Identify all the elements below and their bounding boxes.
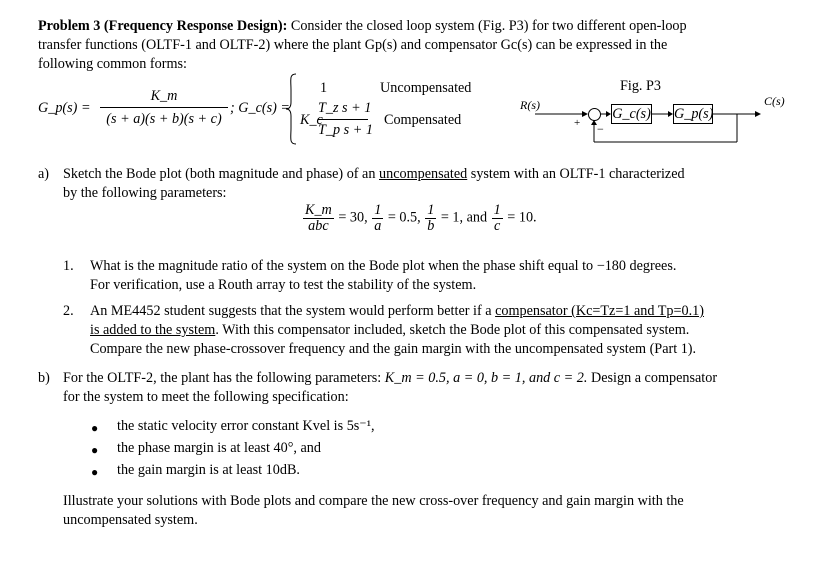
q2-compensator-spec: compensator (Kc=Tz=1 and Tp=0.1) (495, 303, 704, 319)
compensator-block: G_c(s) (612, 106, 651, 122)
part-a-line-2: by the following parameters: (63, 185, 227, 201)
part-a-uncompensated: uncompensated (379, 166, 468, 182)
closing-line-2: uncompensated system. (63, 512, 198, 528)
param-1-value: = 30, (338, 209, 368, 226)
compensator-denominator: T_p s + 1 (318, 122, 373, 138)
uncompensated-value: 1 (320, 80, 328, 96)
compensator-numerator: T_z s + 1 (318, 100, 372, 116)
q2-added-text: is added to the system (90, 322, 216, 338)
q1-line-2: For verification, use a Routh array to test the stability of the system. (90, 277, 477, 293)
plant-block: G_p(s) (674, 106, 714, 122)
q2-line-1 (90, 303, 704, 320)
gp-fraction-bar (100, 107, 228, 108)
figure-caption: Fig. P3 (620, 78, 662, 94)
q2-number: 2. (63, 303, 74, 319)
intro-line-1 (38, 18, 687, 35)
q2-text-1: An ME4452 student suggests that the system would perform better if a (90, 303, 492, 319)
compensator-fraction-bar (318, 119, 368, 120)
spec-gain-margin: the gain margin is at least 10dB. (117, 462, 300, 478)
bullet-1-dot: ● (91, 421, 99, 435)
q2-line-3: Compare the new phase-crossover frequency and the gain margin with the uncompensated system (Part 1). (90, 341, 697, 357)
problem-heading: Problem 3 (Frequency Response Design): (38, 18, 288, 34)
plus-sign: + (574, 117, 581, 129)
piecewise-brace (284, 72, 298, 146)
param-4-value: = 10. (507, 209, 537, 226)
gp-lhs: G_p(s) = (38, 100, 91, 116)
uncompensated-label: Uncompensated (380, 80, 472, 96)
q1-number: 1. (63, 258, 74, 274)
q2-line-2 (90, 322, 689, 339)
summing-junction (588, 108, 601, 121)
q1-line-1: What is the magnitude ratio of the system on the Bode plot when the phase shift equal to −180 degrees. (90, 258, 677, 274)
gp-denominator: (s + a)(s + b)(s + c) (106, 111, 222, 127)
bullet-2-dot: ● (91, 443, 99, 457)
gp-numerator: K_m (150, 88, 178, 104)
closing-line-1: Illustrate your solutions with Bode plots and compare the new cross-over frequency and gain margin with the (63, 493, 684, 509)
intro-line-2: transfer functions (OLTF-1 and OLTF-2) where the plant Gp(s) and compensator Gc(s) can be expressed in the (38, 37, 668, 53)
intro-line-3: following common forms: (38, 56, 187, 72)
param-km-over-abc: $\frac{K\_m}{\text{abc}}$ (305, 202, 332, 234)
intro-text-1: Consider the closed loop system (Fig. P3) for two different open-loop (290, 18, 687, 34)
part-a-line-1 (63, 166, 685, 183)
part-b-line-1 (63, 370, 717, 387)
q2-text-2: . With this compensator included, sketch the Bode plot of this compensated system. (215, 322, 690, 338)
bullet-3-dot: ● (91, 465, 99, 479)
part-a-text-1: Sketch the Bode plot (both magnitude and phase) of an (63, 166, 376, 182)
param-1-over-c: $\frac{1}{c}$ (493, 202, 501, 234)
spec-velocity-error: the static velocity error constant Kvel is 5s⁻¹, (117, 418, 375, 434)
compensated-label: Compensated (384, 112, 462, 128)
gc-lhs: ; G_c(s) = (230, 100, 290, 116)
spec-phase-margin: the phase margin is at least 40°, and (117, 440, 321, 456)
parameters-equation (302, 203, 537, 234)
part-b-line-2: for the system to meet the following specification: (63, 389, 349, 405)
param-1-over-a: $\frac{1}{a}$ (374, 202, 382, 234)
part-a-label: a) (38, 166, 50, 182)
part-a-text-2: system with an OLTF-1 characterized (470, 166, 685, 182)
param-2-value: = 0.5, (387, 209, 421, 226)
param-1-over-b: $\frac{1}{b}$ (427, 202, 435, 234)
output-label: C(s) (764, 94, 785, 108)
minus-sign: − (597, 122, 604, 136)
compensator-gain: K_c (300, 112, 323, 128)
param-3-value: = 1, and (440, 209, 488, 226)
input-label: R(s) (520, 98, 540, 112)
part-b-text-1: For the OLTF-2, the plant has the following parameters: (63, 370, 382, 386)
part-b-text-2: Design a compensator (590, 370, 718, 386)
part-b-parameters: K_m = 0.5, a = 0, b = 1, and c = 2. (384, 370, 588, 386)
part-b-label: b) (38, 370, 50, 386)
